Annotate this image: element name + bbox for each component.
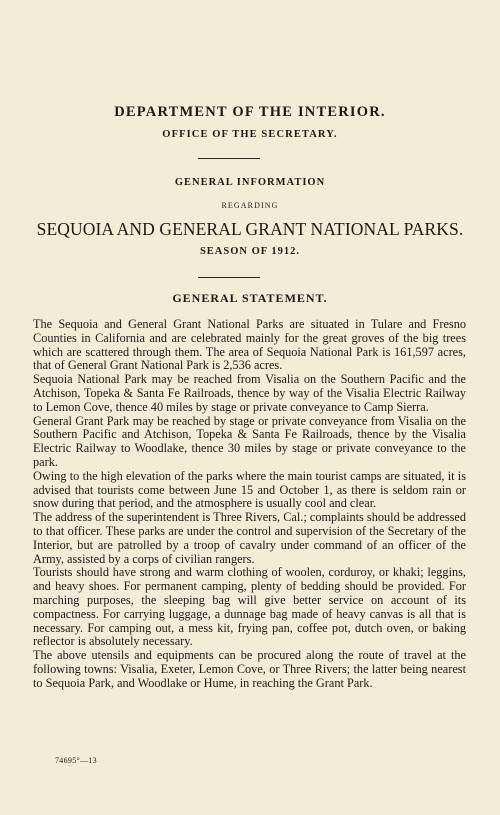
- print-code: 74695°—13: [55, 756, 97, 765]
- general-information-heading: GENERAL INFORMATION: [174, 177, 326, 188]
- paragraph: General Grant Park may be reached by stage or private conveyance from Visalia on the Southern Pacific and Atchison, Topeka & Santa Fe Railroads, thence by the Visalia Electric Railway to Woodlake, thence 30 miles by stage or private conveyance to the park.: [33, 413, 466, 469]
- office-heading: OFFICE OF THE SECRETARY.: [162, 129, 338, 140]
- paragraph: The above utensils and equipments can be procured along the route of travel at the following towns: Visalia, Exeter, Lemon Cove, or Three Rivers; the latter being nearest to Sequoia Park, and Woodlake or Hume, in reaching the Grant Park.: [33, 648, 466, 690]
- section-heading: GENERAL STATEMENT.: [172, 291, 328, 305]
- divider-rule: [198, 277, 260, 278]
- regarding-label: REGARDING: [221, 201, 279, 210]
- paragraph: Sequoia National Park may be reached from Visalia on the Southern Pacific and the Atchison, Topeka & Santa Fe Railroads, thence by way of the Visalia Electric Railway to Lemon Cove, thence 40 miles by stage or private conveyance to Camp Sierra.: [33, 372, 466, 414]
- paragraph: The Sequoia and General Grant National Parks are situated in Tulare and Fresno Counties in California and are celebrated mainly for the great groves of the big trees which are scattered through them. The area of Sequoia National Park is 161,597 acres, that of General Grant National Park is 2,536 acres.: [33, 317, 466, 373]
- parks-title: SEQUOIA AND GENERAL GRANT NATIONAL PARKS.: [36, 219, 464, 239]
- statement-body: [33, 318, 466, 691]
- divider-rule: [198, 158, 260, 159]
- paragraph: Tourists should have strong and warm clothing of woolen, corduroy, or khaki; leggins, and heavy shoes. For permanent camping, plenty of bedding should be provided. For marching purposes, the sleeping bag will give better service on account of its compactness. For carrying luggage, a dunnage bag made of heavy canvas is all that is necessary. For camping out, a mess kit, frying pan, coffee pot, dutch oven, or baking reflector is absolutely necessary.: [33, 565, 466, 649]
- season-label: SEASON OF 1912.: [199, 246, 301, 257]
- paragraph: Owing to the high elevation of the parks where the main tourist camps are situated, it is advised that tourists come between June 15 and October 1, as there is seldom rain or snow during that period, and the atmosphere is usually cool and clear.: [33, 468, 466, 511]
- department-heading: DEPARTMENT OF THE INTERIOR.: [114, 104, 386, 120]
- paragraph: The address of the superintendent is Three Rivers, Cal.; complaints should be addressed to that officer. These parks are under the control and supervision of the Secretary of the Interior, but are patrolled by a troop of cavalry under command of an officer of the Army, assisted by a corps of civilian rangers.: [33, 510, 466, 566]
